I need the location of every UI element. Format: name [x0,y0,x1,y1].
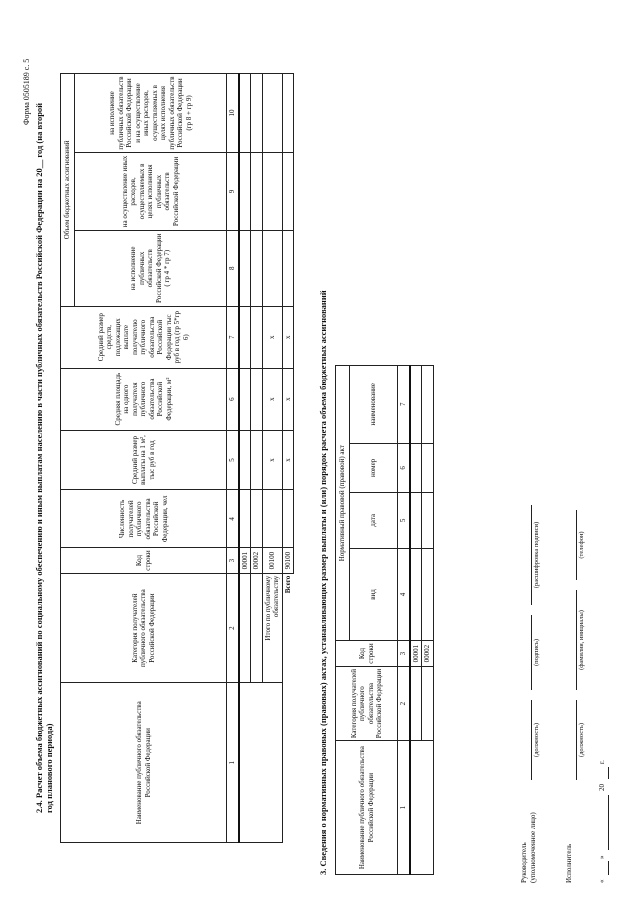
row-code: 00001 [410,641,422,666]
data-cell[interactable] [251,230,263,306]
head-position-line[interactable] [521,700,532,780]
x-mark: x [282,306,294,368]
head-decoding-line[interactable] [521,505,532,605]
obligation-name-cell[interactable] [239,683,283,843]
executor-phone-line[interactable] [566,510,577,580]
header-avg-payment: Средний размер выплаты на 1 м², тыс руб в год [61,430,227,490]
section-3-title: 3. Сведения о нормативных правовых (правовых) актах, устанавливающих размер выплаты и (или) порядок расчета объема бюджетных ассигнований [318,290,328,875]
data-cell[interactable] [262,74,282,153]
x-mark: x [282,368,294,430]
executor-label: Исполнитель [565,843,573,883]
head-decoding-caption: (расшифровка подписи) [533,521,540,589]
data-cell[interactable] [282,152,294,230]
date-open-quote: « [598,879,606,883]
data-cell[interactable] [410,548,422,641]
header-obligation-name: Наименование публичного обязательства Российской Федерации [336,741,398,875]
col-number: 7 [398,366,410,444]
header-recipient-category: Категория получателей публичного обязательства Российской Федерации [336,666,398,741]
col-number: 6 [227,368,239,430]
data-cell[interactable] [422,443,434,493]
data-cell[interactable] [262,230,282,306]
data-cell[interactable] [251,152,263,230]
section-2-4-table [60,73,294,843]
data-cell[interactable] [251,430,263,490]
obligation-name-cell[interactable] [410,741,434,875]
head-signature-caption: (подпись) [533,639,540,666]
col-number: 4 [398,548,410,641]
column-numbers-row [227,74,239,843]
header-act-number: номер [350,443,398,493]
x-mark: x [262,306,282,368]
row-code: 00001 [239,548,251,573]
table-row [239,74,251,843]
x-mark: x [262,368,282,430]
col-number: 10 [227,74,239,153]
data-cell[interactable] [262,490,282,548]
data-cell[interactable] [239,74,251,153]
form-code: Форма 0505189 с. 5 [22,58,31,125]
header-obligation-name: Наименование публичного обязательства Российской Федерации [61,683,227,843]
data-cell[interactable] [251,490,263,548]
data-cell[interactable] [239,368,251,430]
header-avg-funds: Средний размер средств, подлежащих выплате получателю публичного обязательства Российской Федерации тыс руб в год (гр 5*гр 6) [61,306,227,368]
head-label: Руководитель [520,842,528,883]
col-number: 5 [227,430,239,490]
date-close-quote: » [598,855,606,859]
header-total-expenses: на исполнение публичных обязательств Российской Федерации и на осуществление иных расходов, осуществляемых в целях исполнения публичных обязательств Российской Федерации (гр 8 + гр 9) [75,74,227,153]
executor-position-line[interactable] [566,700,577,780]
data-cell[interactable] [239,230,251,306]
date-year-line[interactable] [598,767,609,779]
executor-phone-caption: (телефон) [578,531,585,559]
col-number: 2 [398,666,410,741]
data-cell[interactable] [239,306,251,368]
head-signature-line[interactable] [521,615,532,690]
data-cell[interactable] [282,230,294,306]
col-number: 2 [227,573,239,683]
header-recipient-category: Категория получателей публичного обязательства Российской Федерации [61,573,227,683]
data-cell[interactable] [251,368,263,430]
date-day-line[interactable] [598,861,609,875]
header-row-code: Код строки [336,641,398,666]
col-number: 4 [227,490,239,548]
col-number: 3 [227,548,239,573]
header-recipients-count: Численность получателей публичного обязательства Российской Федерации, чел [61,490,227,548]
category-cell[interactable] [422,666,434,741]
table-row [410,366,422,875]
header-other-expenses: на осуществление иных расходов, осуществляемых в целях исполнения публичных обязательств Российской Федерации [75,152,227,230]
header-legal-act: Нормативный правовой (правовой) акт [336,366,350,641]
col-number: 6 [398,443,410,493]
row-code: 00100 [262,548,282,573]
data-cell[interactable] [239,152,251,230]
data-cell[interactable] [422,493,434,548]
col-number: 9 [227,152,239,230]
data-cell[interactable] [239,430,251,490]
header-row-code: Код строки [61,548,227,573]
col-number: 8 [227,230,239,306]
date-year-suffix: г. [598,760,606,764]
data-cell[interactable] [282,490,294,548]
section-3-table [335,365,434,875]
row-code: 00002 [422,641,434,666]
column-numbers-row [398,366,410,875]
data-cell[interactable] [251,74,263,153]
data-cell[interactable] [262,152,282,230]
category-cell[interactable] [410,666,422,741]
category-cell[interactable] [239,573,251,683]
data-cell[interactable] [422,366,434,444]
header-act-type: вид [350,548,398,641]
data-cell[interactable] [282,74,294,153]
total-text: Всего [283,575,292,594]
section-2-4-title: 2.4. Расчет объема бюджетных ассигнований по социальному обеспечению и иным выплатам населению в части публичных обязательств Российской Федерации на 20__ год (на второй год планового периода) [34,102,54,813]
head-sub-label: (уполномоченное лицо) [529,812,537,883]
executor-name-caption: (фамилия, инициалы) [578,610,585,670]
x-mark: x [282,430,294,490]
col-number: 5 [398,493,410,548]
executor-name-line[interactable] [566,590,577,690]
subtotal-label: Итого по публичному обязательству [262,573,282,683]
data-cell[interactable] [251,306,263,368]
date-month-line[interactable] [598,795,609,850]
header-public-obligations: на исполнение публичных обязательств Российской Федерации ( гр 4 * гр 7) [75,230,227,306]
row-code: 90100 [282,548,294,573]
header-budget-volume: Объем бюджетных ассигнований [61,74,75,307]
head-position-caption: (должность) [533,722,540,758]
date-year-prefix: 20 [598,784,606,791]
header-act-date: дата [350,493,398,548]
data-cell[interactable] [410,493,422,548]
data-cell[interactable] [410,366,422,444]
col-number: 1 [227,683,239,843]
total-row [282,74,294,843]
col-number: 3 [398,641,410,666]
executor-position-caption: (должность) [578,722,585,758]
category-cell[interactable] [251,573,263,683]
total-label [282,573,294,842]
col-number: 1 [398,741,410,875]
row-code: 00002 [251,548,263,573]
data-cell[interactable] [239,490,251,548]
col-number: 7 [227,306,239,368]
header-act-name: наименование [350,366,398,444]
data-cell[interactable] [422,548,434,641]
header-avg-area: Средняя площадь на одного получателя публичного обязательства Российской Федерации, м² [61,368,227,430]
data-cell[interactable] [410,443,422,493]
x-mark: x [262,430,282,490]
